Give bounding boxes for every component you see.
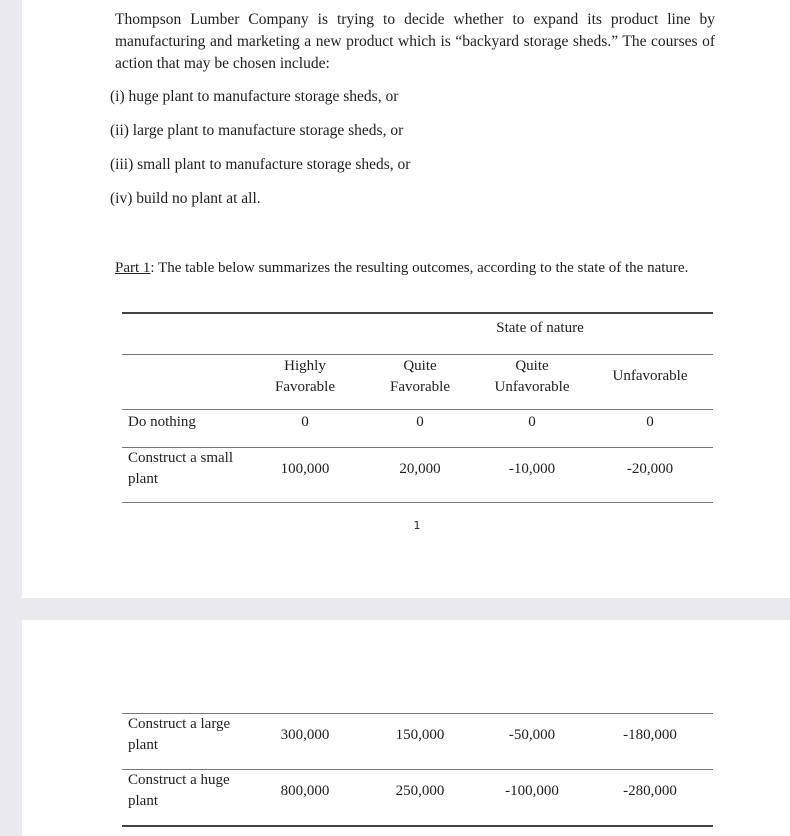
- state-of-nature-header: State of nature: [496, 320, 584, 336]
- col-header-unfavorable: Unfavorable: [612, 368, 688, 384]
- table-header-divider: [122, 354, 713, 355]
- table-bottom-border: [122, 825, 713, 827]
- table-cell: -10,000: [508, 461, 556, 477]
- table-top-border: [122, 312, 713, 314]
- row-label-large-plant: Construct a large plant: [128, 716, 231, 753]
- table-cell: -50,000: [508, 727, 556, 743]
- option-no-plant: (iv) build no plant at all.: [110, 190, 261, 207]
- intro-paragraph: Thompson Lumber Company is trying to decide whether to expand its product line by manufacturing and marketing a new product which is “backyard storage sheds.” The courses of action that may be chosen include:: [115, 11, 715, 72]
- page-number: 1: [413, 519, 421, 532]
- row-divider: [122, 502, 713, 503]
- table-cell: 300,000: [280, 727, 330, 743]
- col-header-quite-favorable: Quite Favorable: [390, 358, 450, 395]
- row-label-small-plant: Construct a small plant: [128, 450, 233, 487]
- table-cell: -20,000: [626, 461, 674, 477]
- table-cell: 0: [416, 414, 424, 430]
- table-cell: -100,000: [505, 783, 559, 799]
- table-cell: 0: [301, 414, 309, 430]
- option-large-plant: (ii) large plant to manufacture storage sheds, or: [110, 122, 404, 139]
- table-header-bottom: [122, 409, 713, 410]
- table-cell: 150,000: [395, 727, 445, 743]
- part-1-text: : The table below summarizes the resulting outcomes, according to the state of the nature.: [150, 260, 689, 276]
- document-page-1: [22, 0, 790, 598]
- table-cell: 800,000: [280, 783, 330, 799]
- document-page-2: [22, 620, 790, 836]
- row-label-do-nothing: Do nothing: [128, 414, 196, 430]
- table-cell: 250,000: [395, 783, 445, 799]
- table-cell: 100,000: [280, 461, 330, 477]
- col-header-highly-favorable: Highly Favorable: [275, 358, 335, 395]
- option-huge-plant: (i) huge plant to manufacture storage sheds, or: [110, 88, 399, 105]
- table-cell: 20,000: [399, 461, 441, 477]
- part-1-label: Part 1: [115, 260, 151, 276]
- row-label-huge-plant: Construct a huge plant: [128, 772, 230, 809]
- table-cell: 0: [646, 414, 654, 430]
- part-1-intro: [115, 257, 705, 279]
- table-cell: -280,000: [623, 783, 677, 799]
- table-cell: -180,000: [623, 727, 677, 743]
- col-header-quite-unfavorable: Quite Unfavorable: [494, 358, 570, 395]
- table-cell: 0: [528, 414, 536, 430]
- option-small-plant: (iii) small plant to manufacture storage sheds, or: [110, 156, 411, 173]
